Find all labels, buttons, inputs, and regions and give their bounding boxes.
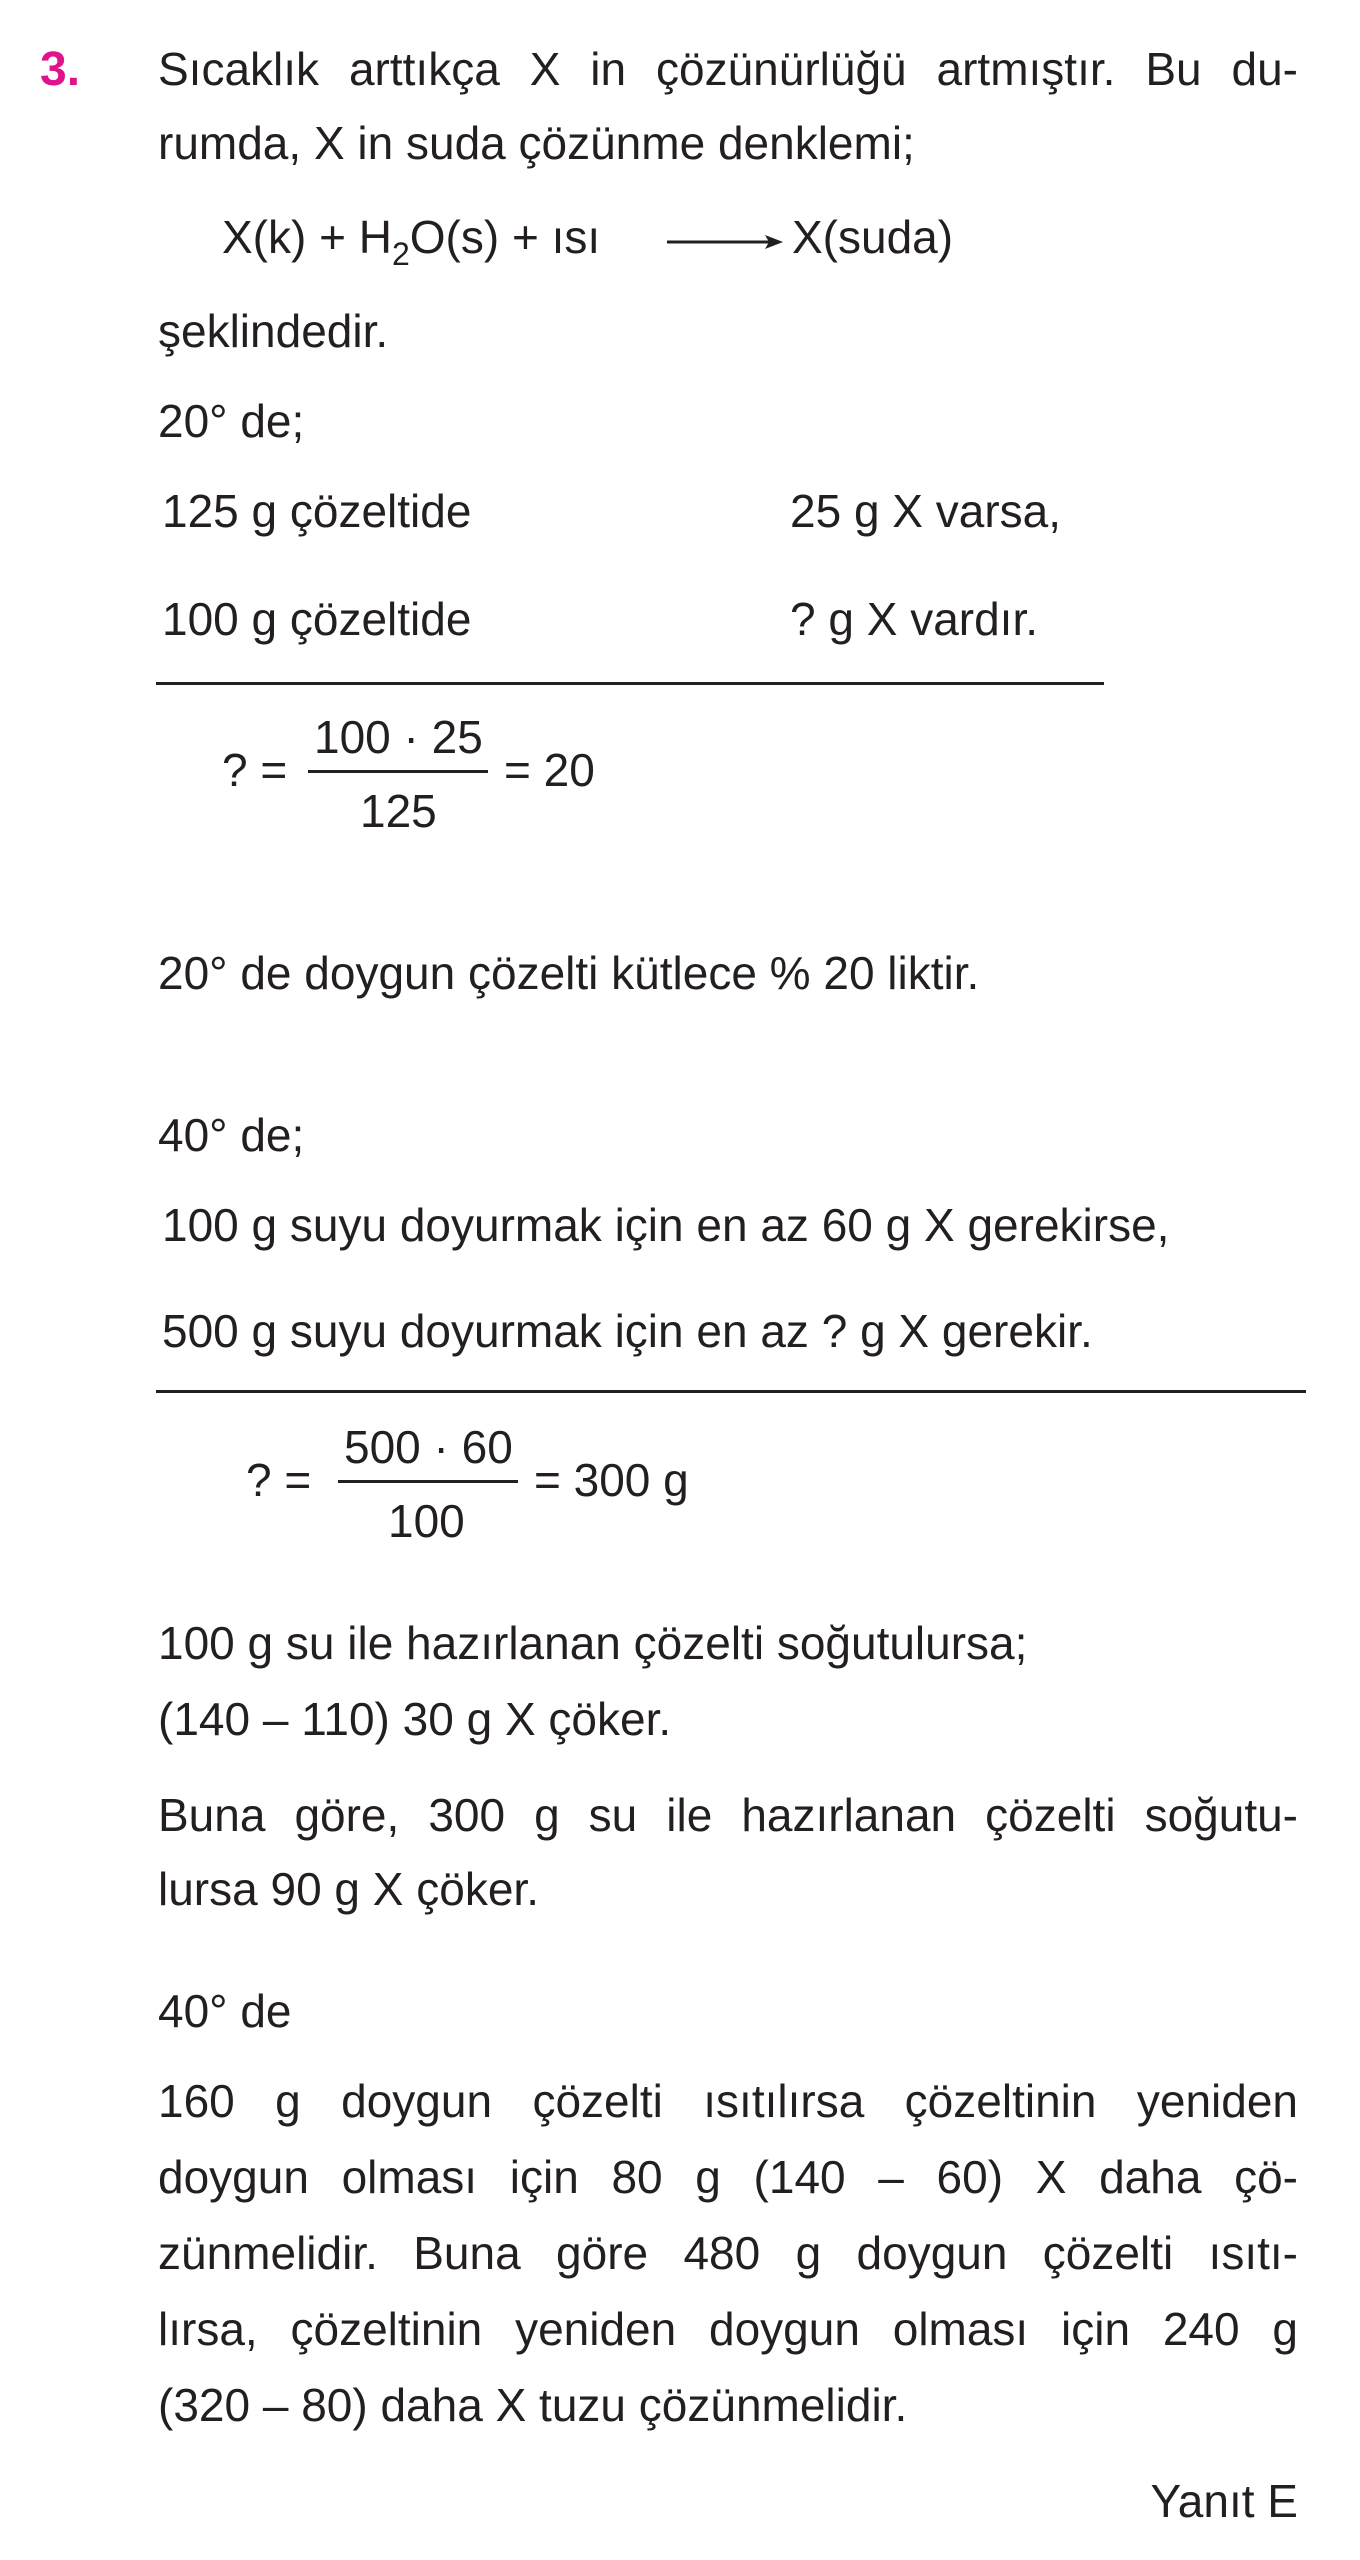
cooling-line-2: (140 – 110) 30 g X çöker. [158,1693,672,1745]
cooling-line-3: Buna göre, 300 g su ile hazırlanan çözelti soğutu- [158,1789,1298,1841]
section-40b-line-3: zünmelidir. Buna göre 480 g doygun çözelti ısıtı- [158,2227,1298,2279]
equation-left-part-b: O(s) + ısı [409,211,601,263]
equation-left-part-a: X(k) + H [222,211,392,263]
reaction-arrow-icon [665,232,785,252]
section-40a-calc-denominator: 100 [388,1495,465,1547]
section-20-calc-denominator: 125 [360,785,437,837]
section-40a-divider [156,1390,1306,1393]
question-number: 3. [40,43,81,96]
section-40b-line-2: doygun olması için 80 g (140 – 60) X daha çö- [158,2151,1298,2203]
section-20-conclusion: 20° de doygun çözelti kütlece % 20 liktir. [158,947,980,999]
section-20-heading: 20° de; [158,395,305,447]
dissolution-equation [222,211,601,272]
equation-subscript: 2 [391,236,410,272]
section-20-fraction-bar [308,770,488,773]
intro-line-1: Sıcaklık arttıkça X in çözünürlüğü artmıştır. Bu du- [158,43,1298,95]
section-20-row2-left: 100 g çözeltide [162,593,472,645]
section-40b-line-5: (320 – 80) daha X tuzu çözünmelidir. [158,2379,908,2431]
section-40a-calc-numerator: 500 · 60 [344,1421,513,1473]
section-40b-line-1: 160 g doygun çözelti ısıtılırsa çözeltinin yeniden [158,2075,1298,2127]
cooling-line-4: lursa 90 g X çöker. [158,1863,539,1915]
section-20-calc-numerator: 100 · 25 [314,711,483,763]
section-40a-fraction-bar [338,1480,518,1483]
section-40b-line-4: lırsa, çözeltinin yeniden doygun olması için 240 g [158,2303,1298,2355]
section-40a-row2: 500 g suyu doyurmak için en az ? g X gerekir. [162,1305,1093,1357]
cooling-line-1: 100 g su ile hazırlanan çözelti soğutulursa; [158,1617,1028,1669]
section-20-calc-rhs: = 20 [504,744,595,796]
section-40a-row1: 100 g suyu doyurmak için en az 60 g X gerekirse, [162,1199,1170,1251]
equation-right: X(suda) [792,211,954,263]
section-40a-calc-lhs: ? = [246,1454,312,1506]
intro-line-2: rumda, X in suda çözünme denklemi; [158,117,915,169]
section-20-divider [156,682,1104,685]
section-40b-heading: 40° de [158,1985,292,2037]
answer-label: Yanıt E [1150,2475,1298,2527]
section-20-calc-lhs: ? = [222,744,288,796]
section-40a-heading: 40° de; [158,1109,305,1161]
section-40a-calc-rhs: = 300 g [534,1454,689,1506]
section-20-row2-right: ? g X vardır. [790,593,1039,645]
section-20-row1-right: 25 g X varsa, [790,485,1062,537]
section-20-row1-left: 125 g çözeltide [162,485,472,537]
intro-end: şeklindedir. [158,305,389,357]
